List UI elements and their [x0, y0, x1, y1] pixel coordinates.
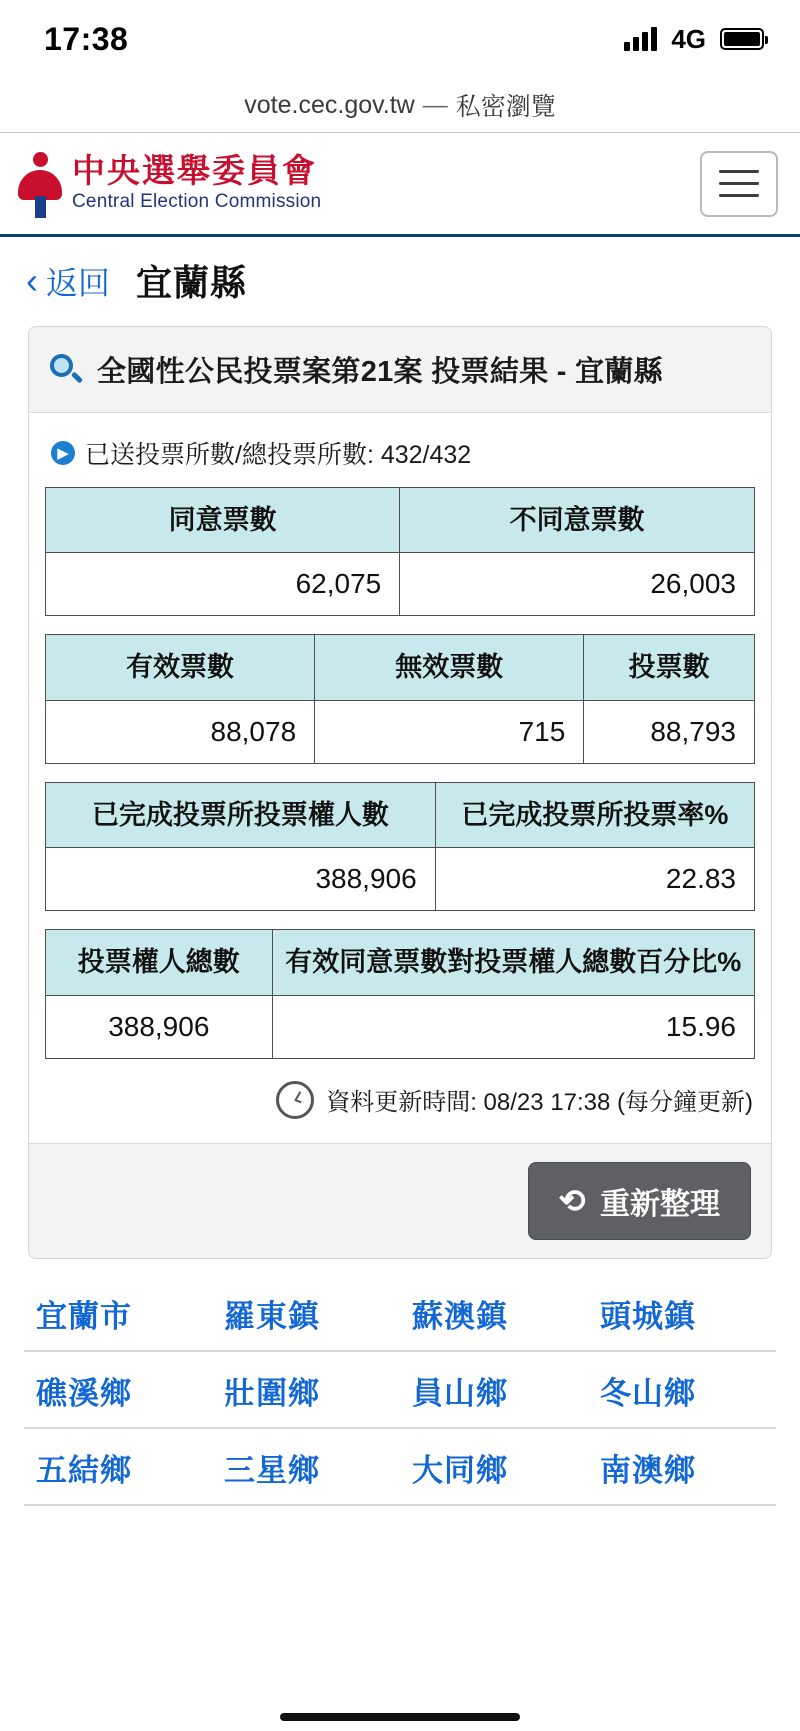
- completed-stations-table: [45, 782, 755, 911]
- back-button-label: 返回: [46, 264, 111, 301]
- browser-url-bar[interactable]: [0, 78, 800, 133]
- table-header-cell: 已完成投票所投票率%: [435, 782, 754, 847]
- township-link-luodong[interactable]: 羅東鎮: [224, 1298, 320, 1334]
- status-indicators: [624, 24, 764, 55]
- township-cell[interactable]: [400, 1275, 588, 1352]
- search-icon: [49, 353, 83, 387]
- table-header-cell: 已完成投票所投票權人數: [46, 782, 436, 847]
- table-header-row: [46, 635, 755, 700]
- private-browsing-label: 私密瀏覽: [455, 93, 556, 121]
- table-row: [46, 553, 755, 616]
- clock-icon: [276, 1081, 314, 1119]
- township-cell[interactable]: [588, 1429, 776, 1506]
- table-cell: 88,793: [584, 700, 755, 763]
- table-cell: 388,906: [46, 848, 436, 911]
- table-row: [46, 700, 755, 763]
- township-cell[interactable]: [212, 1429, 400, 1506]
- status-time: 17:38: [44, 20, 129, 57]
- refresh-button[interactable]: [528, 1162, 751, 1240]
- page-title: 宜蘭縣: [136, 262, 248, 303]
- township-cell[interactable]: [24, 1352, 212, 1429]
- arrow-right-icon: ▶: [51, 441, 75, 465]
- table-row: [46, 848, 755, 911]
- township-link-jiaoxi[interactable]: 礁溪鄉: [36, 1375, 132, 1411]
- table-header-cell: 不同意票數: [400, 488, 755, 553]
- update-time-row: [45, 1077, 755, 1133]
- township-link-su-ao[interactable]: 蘇澳鎮: [412, 1298, 508, 1334]
- logo-title-chinese: 中央選舉委員會: [72, 153, 317, 190]
- table-cell: 388,906: [46, 995, 273, 1058]
- url-separator: —: [422, 90, 448, 119]
- table-header-row: [46, 930, 755, 995]
- table-header-row: [46, 782, 755, 847]
- table-header-cell: 有效票數: [46, 635, 315, 700]
- menu-bar-line: [719, 170, 759, 173]
- township-link-zhuangwei[interactable]: 壯圍鄉: [224, 1375, 320, 1411]
- township-cell[interactable]: [212, 1275, 400, 1352]
- table-cell: 62,075: [46, 553, 400, 616]
- table-cell: 22.83: [435, 848, 754, 911]
- township-link-toucheng[interactable]: 頭城鎮: [600, 1298, 696, 1334]
- township-cell[interactable]: [588, 1352, 776, 1429]
- table-header-row: [46, 488, 755, 553]
- township-cell[interactable]: [212, 1352, 400, 1429]
- table-row: [46, 995, 755, 1058]
- table-header-cell: 同意票數: [46, 488, 400, 553]
- navigation-row: [0, 237, 800, 316]
- refresh-icon: ⟳: [559, 1182, 586, 1219]
- cec-emblem-icon: [18, 150, 62, 218]
- url-text: vote.cec.gov.tw: [244, 90, 415, 119]
- table-cell: 88,078: [46, 700, 315, 763]
- township-cell[interactable]: [24, 1429, 212, 1506]
- township-cell[interactable]: [400, 1429, 588, 1506]
- table-cell: 15.96: [272, 995, 754, 1058]
- table-cell: 26,003: [400, 553, 755, 616]
- table-cell: 715: [315, 700, 584, 763]
- home-indicator: [280, 1713, 520, 1721]
- township-link-nan-ao[interactable]: 南澳鄉: [600, 1452, 696, 1488]
- back-button[interactable]: [26, 258, 110, 304]
- township-link-yilan-city[interactable]: 宜蘭市: [36, 1298, 132, 1334]
- result-panel-header: [29, 327, 771, 413]
- township-link-dongshan[interactable]: 冬山鄉: [600, 1375, 696, 1411]
- township-link-datong[interactable]: 大同鄉: [412, 1452, 508, 1488]
- menu-bar-line: [719, 194, 759, 197]
- votes-agree-disagree-table: [45, 487, 755, 616]
- cellular-signal-icon: [624, 27, 657, 51]
- township-links-grid: [24, 1275, 776, 1506]
- eligible-voters-table: [45, 929, 755, 1058]
- votes-valid-invalid-table: [45, 634, 755, 763]
- township-link-sanxing[interactable]: 三星鄉: [224, 1452, 320, 1488]
- network-type-label: 4G: [671, 23, 706, 54]
- result-panel-title: 全國性公民投票案第21案 投票結果 - 宜蘭縣: [97, 356, 663, 388]
- hamburger-menu-button[interactable]: [700, 151, 778, 217]
- result-panel-body: [29, 413, 771, 1143]
- menu-bar-line: [719, 182, 759, 185]
- table-header-cell: 投票權人總數: [46, 930, 273, 995]
- status-bar: [0, 0, 800, 78]
- logo-title-english: Central Election Commission: [72, 191, 322, 213]
- battery-icon: [720, 28, 764, 50]
- table-header-cell: 有效同意票數對投票權人總數百分比%: [272, 930, 754, 995]
- township-link-yuanshan[interactable]: 員山鄉: [412, 1375, 508, 1411]
- chevron-left-icon: ‹: [26, 259, 38, 301]
- township-link-wujie[interactable]: 五結鄉: [36, 1452, 132, 1488]
- table-header-cell: 投票數: [584, 635, 755, 700]
- township-cell[interactable]: [24, 1275, 212, 1352]
- site-logo[interactable]: [18, 150, 321, 218]
- table-header-cell: 無效票數: [315, 635, 584, 700]
- update-time-label: 資料更新時間: 08/23 17:38 (每分鐘更新): [326, 1089, 753, 1117]
- township-cell[interactable]: [588, 1275, 776, 1352]
- result-panel: [28, 326, 772, 1259]
- result-panel-footer: [29, 1143, 771, 1258]
- polling-stations-reported: [45, 431, 755, 487]
- site-header: [0, 133, 800, 237]
- polling-stations-reported-label: 已送投票所數/總投票所數: 432/432: [85, 441, 472, 469]
- township-cell[interactable]: [400, 1352, 588, 1429]
- refresh-button-label: 重新整理: [600, 1187, 720, 1221]
